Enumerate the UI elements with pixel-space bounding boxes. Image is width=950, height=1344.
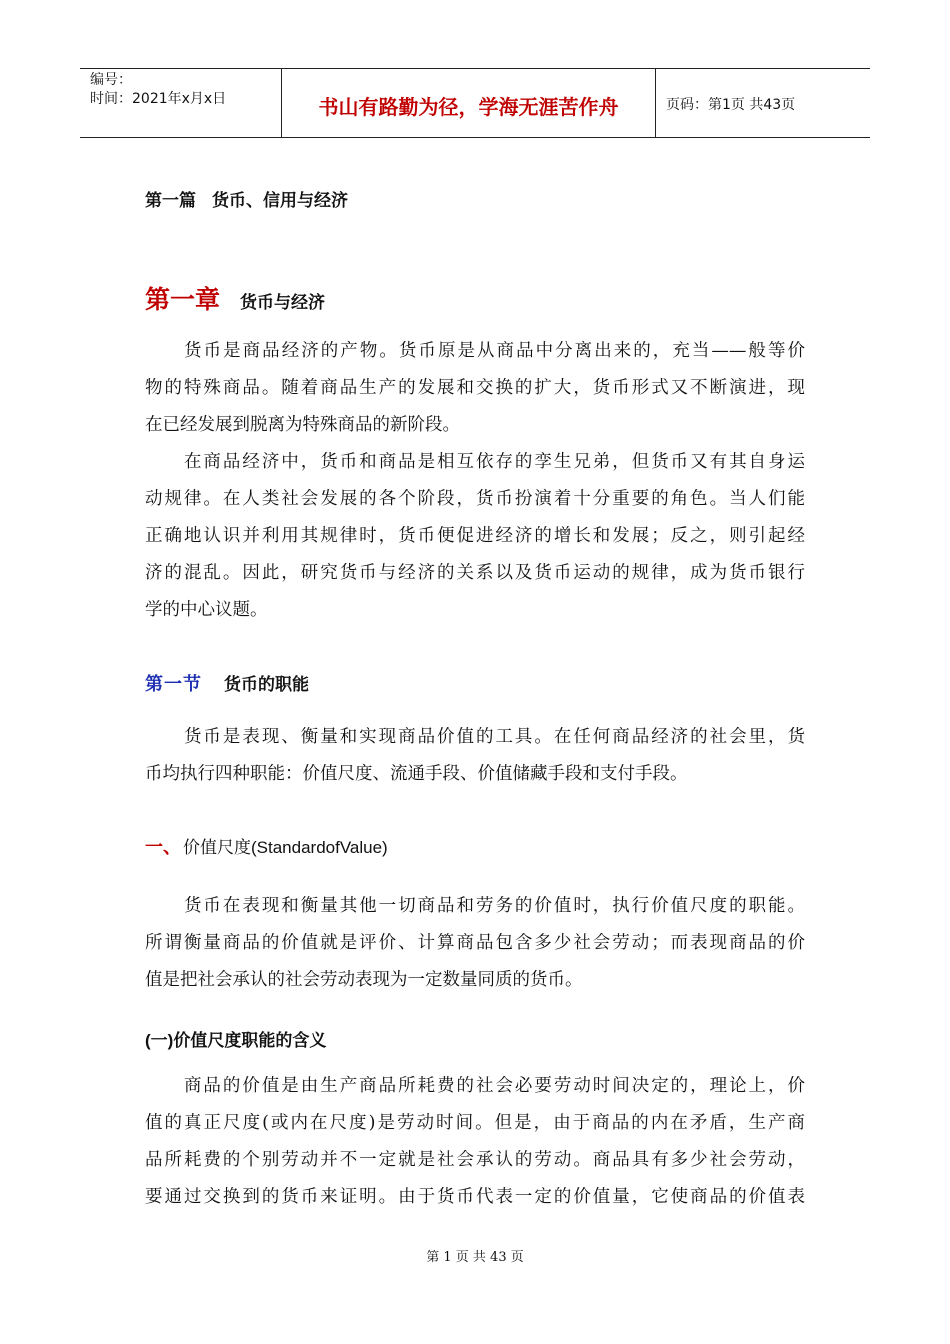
subsection-paragraph <box>145 888 805 999</box>
text-line: 在已经发展到脱离为特殊商品的新阶段。 <box>145 415 460 435</box>
header-motto: 书山有路勤为径，学海无涯苦作舟 <box>282 69 656 137</box>
chapter-paragraph-1 <box>145 333 805 444</box>
subsection-title: 价值尺度(StandardofValue) <box>183 838 388 857</box>
date-label: 时间：2021年x月x日 <box>90 91 227 107</box>
subsubsection-heading: (一)价值尺度职能的含义 <box>145 1031 327 1050</box>
subsection-heading <box>145 833 388 859</box>
subsection-number: 一、 <box>145 837 181 858</box>
header-meta-cell <box>80 69 282 137</box>
section-heading <box>145 670 309 696</box>
text-line: 货币是商品经济的产物。货币原是从商品中分离出来的，充当——般等价 <box>145 341 805 361</box>
text-line: 物的特殊商品。随着商品生产的发展和交换的扩大，货币形式又不断演进，现 <box>145 378 805 398</box>
section-number: 第一节 <box>145 674 202 695</box>
section-title: 货币的职能 <box>224 675 309 695</box>
section-paragraph <box>145 719 805 793</box>
text-line: 商品的价值是由生产商品所耗费的社会必要劳动时间决定的，理论上，价 <box>145 1076 805 1096</box>
text-line: 货币在表现和衡量其他一切商品和劳务的价值时，执行价值尺度的职能。 <box>145 896 805 916</box>
part-title <box>145 186 348 211</box>
text-line: 币均执行四种职能：价值尺度、流通手段、价值储藏手段和支付手段。 <box>145 764 688 784</box>
subsubsection-paragraph <box>145 1068 805 1216</box>
chapter-title: 货币与经济 <box>240 293 326 313</box>
text-line: 货币是表现、衡量和实现商品价值的工具。在任何商品经济的社会里，货 <box>145 727 805 747</box>
text-line: 正确地认识并利用其规律时，货币便促进经济的增长和发展；反之，则引起经 <box>145 526 805 546</box>
number-label: 编号： <box>90 72 132 88</box>
text-line: 在商品经济中，货币和商品是相互依存的孪生兄弟，但货币又有其自身运 <box>145 452 805 472</box>
header-page-info: 页码：第1页 共43页 <box>666 97 796 113</box>
page-footer: 第 1 页 共 43 页 <box>426 1250 524 1265</box>
text-line: 动规律。在人类社会发展的各个阶段，货币扮演着十分重要的角色。当人们能 <box>145 489 805 509</box>
chapter-number: 第一章 <box>145 285 221 314</box>
text-line: 值的真正尺度(或内在尺度)是劳动时间。但是，由于商品的内在矛盾，生产商 <box>145 1113 805 1133</box>
chapter-paragraph-2 <box>145 444 805 629</box>
text-line: 值是把社会承认的社会劳动表现为一定数量同质的货币。 <box>145 970 583 990</box>
text-line: 所谓衡量商品的价值就是评价、计算商品包含多少社会劳动；而表现商品的价 <box>145 933 805 953</box>
header-table <box>80 68 870 138</box>
text-line: 学的中心议题。 <box>145 600 268 620</box>
chapter-heading <box>145 280 325 316</box>
text-line: 品所耗费的个别劳动并不一定就是社会承认的劳动。商品具有多少社会劳动， <box>145 1150 805 1170</box>
part-number: 第一篇 <box>145 191 196 211</box>
part-name: 货币、信用与经济 <box>212 191 348 211</box>
text-line: 济的混乱。因此，研究货币与经济的关系以及货币运动的规律，成为货币银行 <box>145 563 805 583</box>
text-line: 要通过交换到的货币来证明。由于货币代表一定的价值量，它使商品的价值表 <box>145 1187 805 1207</box>
